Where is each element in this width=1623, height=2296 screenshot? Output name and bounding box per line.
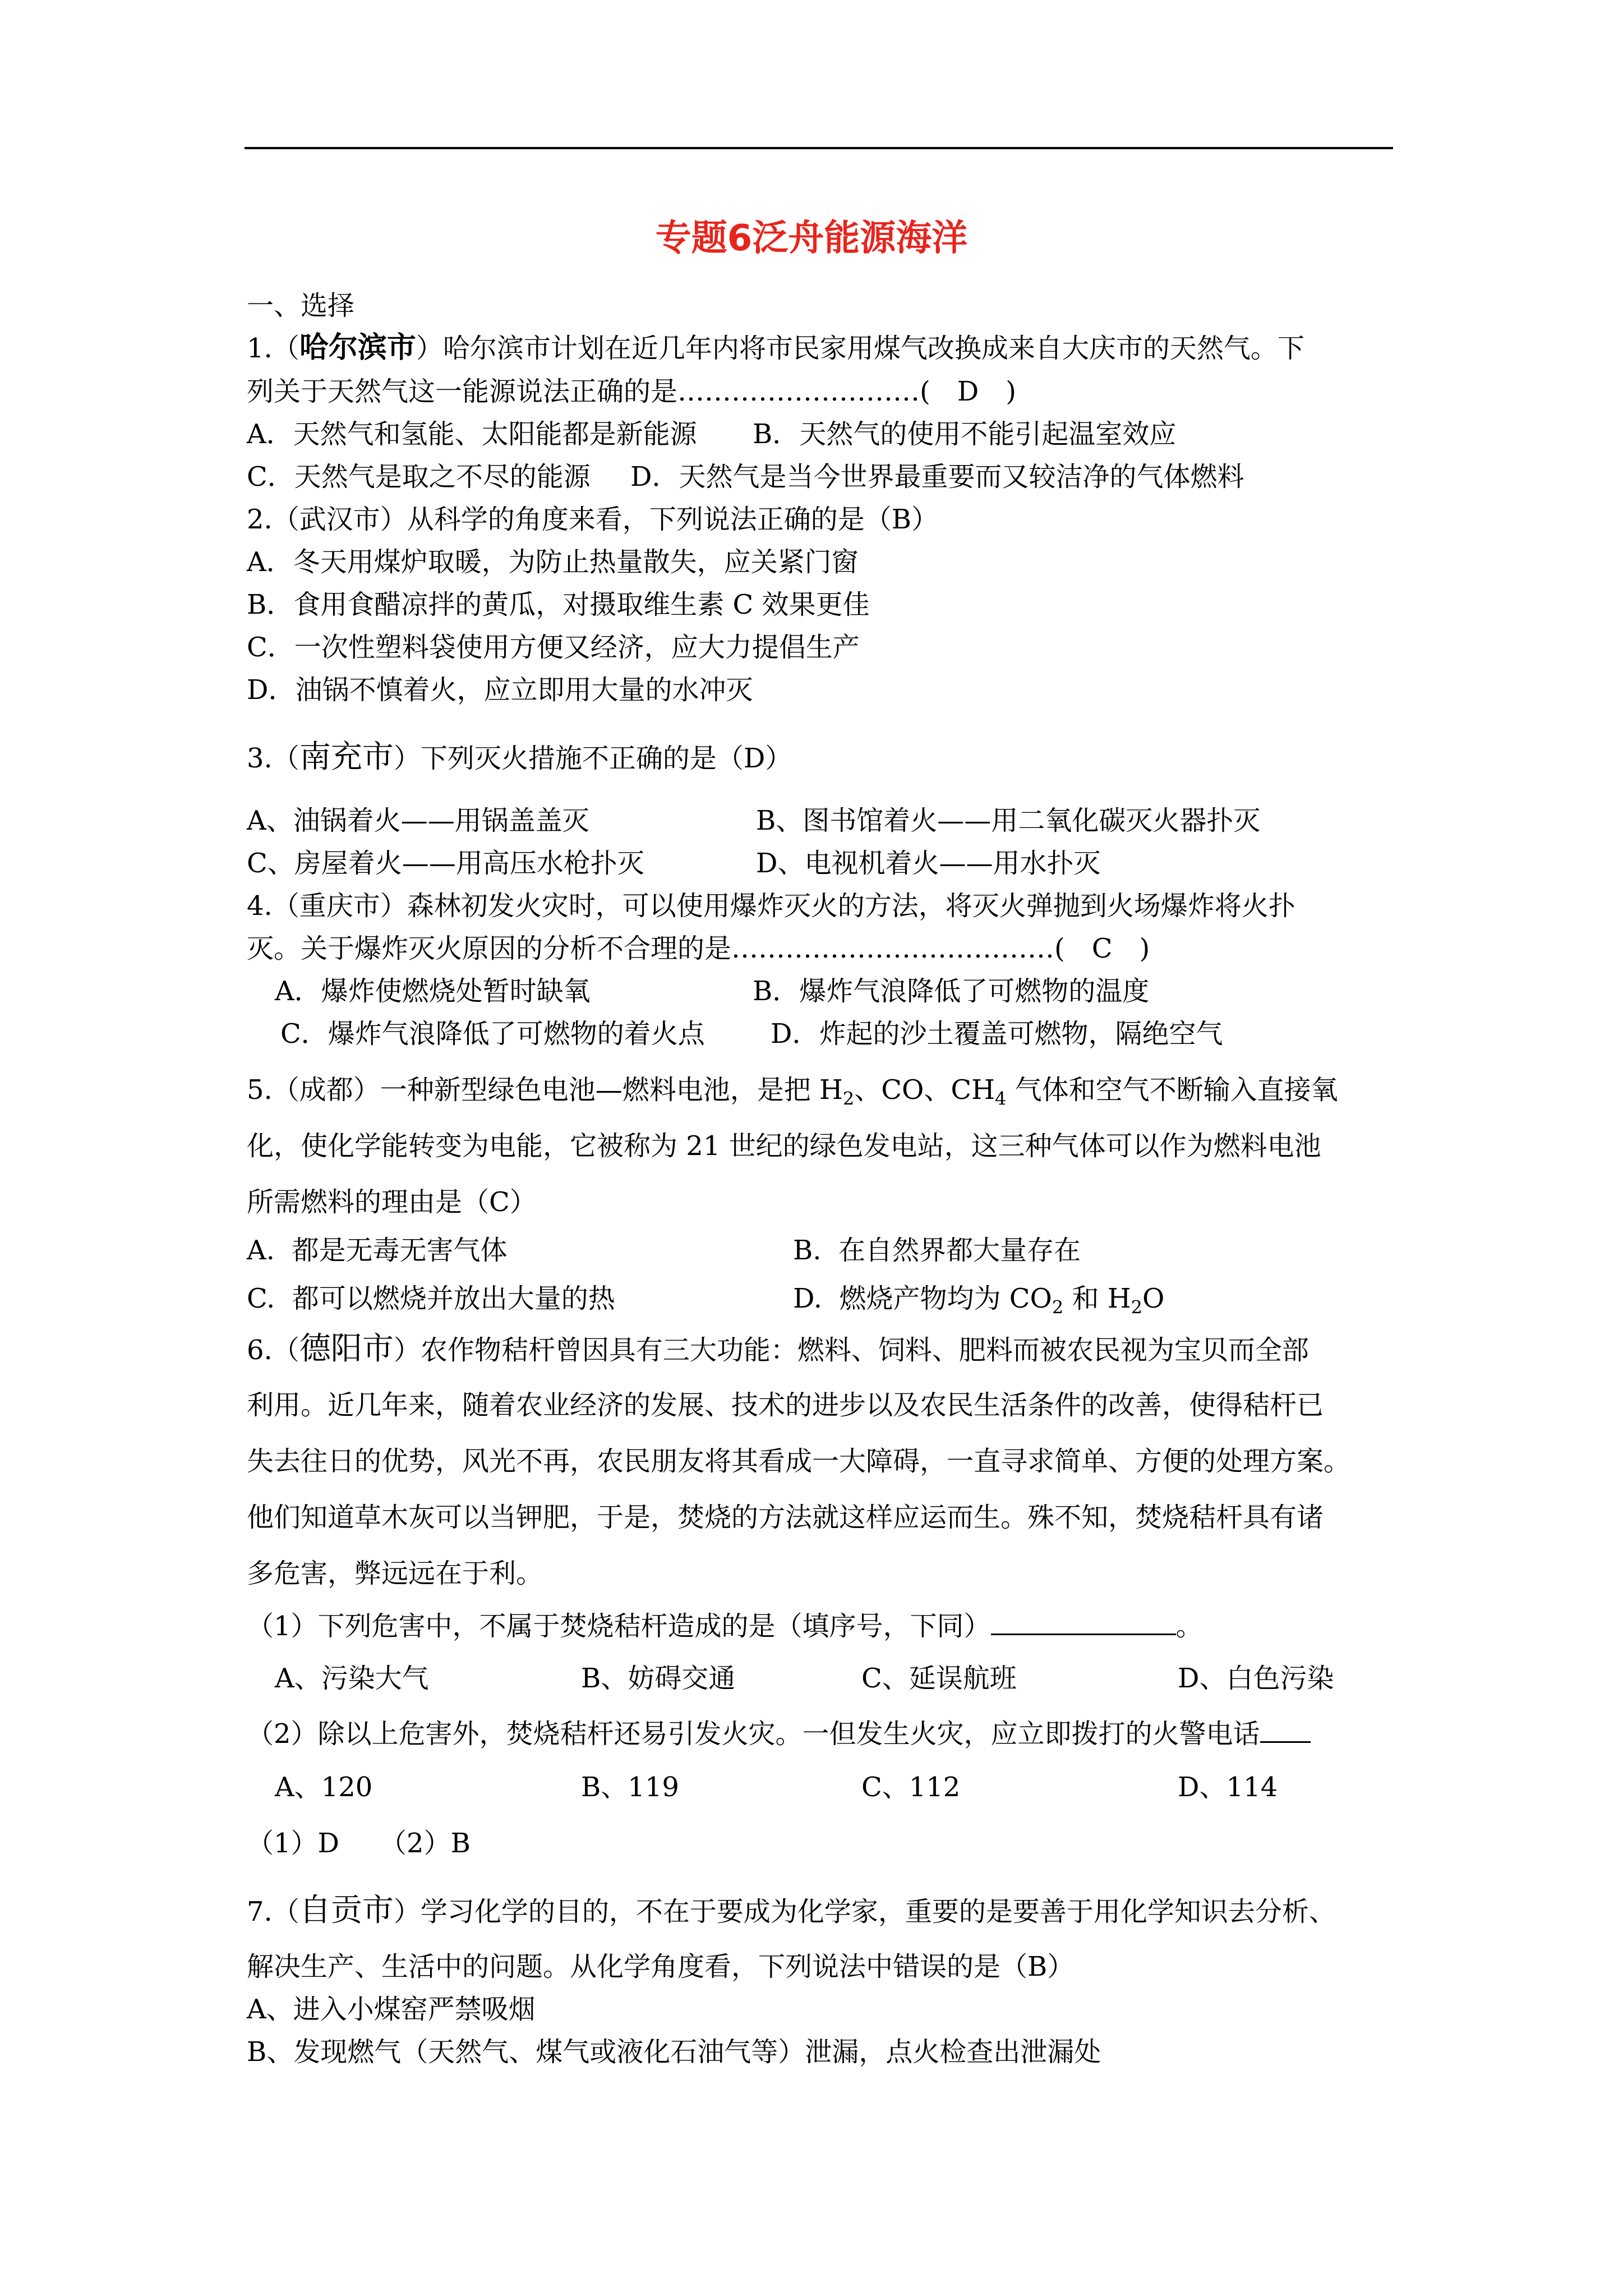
q6-city: 德阳市 xyxy=(299,1331,394,1367)
q6-line4: 他们知道草木灰可以当钾肥，于是，焚烧的方法就这样应运而生。殊不知，焚烧秸杆具有诸 xyxy=(247,1502,1324,1533)
q6-sub2-answer-blank[interactable] xyxy=(1260,1717,1311,1743)
q7-number: 7.（ xyxy=(247,1896,299,1927)
q6-sub1-stem xyxy=(247,1609,1203,1643)
q3-option-a: A、油锅着火——用锅盖盖灭 xyxy=(247,805,589,836)
q3-option-b: B、图书馆着火——用二氧化碳灭火器扑灭 xyxy=(756,805,1261,836)
q7-option-b: B、发现燃气（天然气、煤气或液化石油气等）泄漏，点火检查出泄漏处 xyxy=(247,2036,1101,2068)
q2-option-b: B．食用食醋凉拌的黄瓜，对摄取维生素 C 效果更佳 xyxy=(247,589,870,620)
q4-option-d: D．炸起的沙土覆盖可燃物，隔绝空气 xyxy=(771,1018,1223,1050)
q6-sub1-answer-blank[interactable] xyxy=(991,1609,1176,1635)
q6-sub2-stem xyxy=(247,1717,1311,1751)
q2-stem: 2.（武汉市）从科学的角度来看，下列说法正确的是（B） xyxy=(247,504,939,535)
q5-option-d-part-b: 和 H xyxy=(1063,1283,1131,1314)
q6-sub2-option-b: B、119 xyxy=(581,1772,679,1803)
q5-option-d-part-c: O xyxy=(1142,1283,1165,1314)
q4-line1: 4.（重庆市）森林初发火灾时，可以使用爆炸灭火的方法，将灭火弹抛到火场爆炸将火扑 xyxy=(247,890,1295,922)
q6-line1 xyxy=(247,1332,1309,1367)
q1-option-d: D．天然气是当今世界最重要而又较洁净的气体燃料 xyxy=(630,461,1244,493)
q5-line1-part-c: 气体和空气不断输入直接氧 xyxy=(1006,1074,1338,1106)
q6-sub2-option-a: A、120 xyxy=(275,1772,373,1803)
q6-sub1-option-c: C、延误航班 xyxy=(861,1663,1017,1694)
q1-number: 1.（ xyxy=(247,333,299,364)
q6-sub2-option-d: D、114 xyxy=(1178,1772,1278,1803)
q3-number: 3.（ xyxy=(247,743,299,774)
q1-line1 xyxy=(247,331,1304,365)
q2-option-a: A．冬天用煤炉取暖，为防止热量散失，应关紧门窗 xyxy=(247,546,859,578)
q6-sub1-option-d: D、白色污染 xyxy=(1178,1663,1334,1694)
q1-option-b: B．天然气的使用不能引起温室效应 xyxy=(753,418,1177,450)
q5-line3: 所需燃料的理由是（C） xyxy=(247,1186,537,1218)
q1-option-a: A．天然气和氢能、太阳能都是新能源 xyxy=(247,418,697,450)
q2-option-d: D．油锅不慎着火，应立即用大量的水冲灭 xyxy=(247,674,753,706)
q5-option-a: A. 都是无毒无害气体 xyxy=(247,1235,508,1266)
q7-city: 自贡市 xyxy=(299,1892,394,1929)
q7-line2: 解决生产、生活中的问题。从化学角度看，下列说法中错误的是（B） xyxy=(247,1951,1075,1982)
q6-stem-text: ）农作物秸杆曾因具有三大功能：燃料、饲料、肥料而被农民视为宝贝而全部 xyxy=(393,1335,1309,1366)
q6-line3: 失去往日的优势，风光不再，农民朋友将其看成一大障碍，一直寻求简单、方便的处理方案。 xyxy=(247,1446,1351,1477)
q7-stem-text: ）学习化学的目的，不在于要成为化学家，重要的是要善于用化学知识去分析、 xyxy=(393,1896,1336,1927)
q6-answer: （1）D （2）B xyxy=(247,1828,471,1859)
q6-line2: 利用。近几年来，随着农业经济的发展、技术的进步以及农民生活条件的改善，使得秸杆已 xyxy=(247,1389,1324,1421)
q5-line1-part-a: 5.（成都）一种新型绿色电池—燃料电池，是把 H xyxy=(247,1074,843,1106)
q5-option-d-sub-a: 2 xyxy=(1052,1296,1064,1318)
q3-option-c: C、房屋着火——用高压水枪扑灭 xyxy=(247,848,644,879)
q6-sub2-option-c: C、112 xyxy=(861,1772,961,1803)
q3-option-d: D、电视机着火——用水扑灭 xyxy=(756,848,1101,879)
q1-option-c: C．天然气是取之不尽的能源 xyxy=(247,461,591,493)
header-rule xyxy=(245,147,1393,149)
section-heading: 一、选择 xyxy=(247,290,355,321)
page-title: 专题6泛舟能源海洋 xyxy=(655,218,968,259)
q6-number: 6.（ xyxy=(247,1335,299,1366)
q3-stem-text: ）下列灭火措施不正确的是（D） xyxy=(393,743,792,774)
q6-sub1-stem-text: （1）下列危害中，不属于焚烧秸杆造成的是（填序号，下同） xyxy=(247,1611,991,1642)
q5-line2: 化，使化学能转变为电能，它被称为 21 世纪的绿色发电站，这三种气体可以作为燃料电池 xyxy=(247,1130,1321,1162)
q5-sub-2: 2 xyxy=(842,1088,855,1110)
q7-line1 xyxy=(247,1894,1336,1929)
q6-sub1-option-b: B、妨碍交通 xyxy=(581,1663,736,1694)
q1-city: 哈尔滨市 xyxy=(299,331,416,365)
q5-option-b: B. 在自然界都大量存在 xyxy=(793,1235,1081,1266)
q4-line2: 灭。关于爆炸灭火原因的分析不合理的是………………………………( C ) xyxy=(247,933,1150,964)
q5-option-d-sub-b: 2 xyxy=(1131,1296,1142,1318)
q5-line1 xyxy=(247,1073,1338,1110)
q4-option-a: A．爆炸使燃烧处暂时缺氧 xyxy=(275,976,591,1007)
q7-option-a: A、进入小煤窑严禁吸烟 xyxy=(247,1994,536,2025)
q1-line2: 列关于天然气这一能源说法正确的是………………………( D ) xyxy=(247,376,1016,407)
q4-option-b: B．爆炸气浪降低了可燃物的温度 xyxy=(753,976,1150,1007)
q5-sub-4: 4 xyxy=(994,1088,1007,1110)
q5-line1-part-b: 、CO、CH xyxy=(854,1074,995,1106)
q5-option-d xyxy=(793,1282,1165,1318)
q3-stem xyxy=(247,740,792,775)
q5-option-d-part-a: D. 燃烧产物均为 CO xyxy=(793,1283,1052,1314)
q2-option-c: C．一次性塑料袋使用方便又经济，应大力提倡生产 xyxy=(247,632,860,663)
q6-sub1-option-a: A、污染大气 xyxy=(275,1663,429,1694)
q3-city: 南充市 xyxy=(299,739,394,775)
q5-option-c: C. 都可以燃烧并放出大量的热 xyxy=(247,1283,615,1314)
q1-stem-text: ）哈尔滨市计划在近几年内将市民家用煤气改换成来自大庆市的天然气。下 xyxy=(416,333,1304,364)
q6-sub2-stem-text: （2）除以上危害外，焚烧秸杆还易引发火灾。一但发生火灾，应立即拨打的火警电话 xyxy=(247,1718,1260,1750)
q4-option-c: C．爆炸气浪降低了可燃物的着火点 xyxy=(280,1018,705,1050)
q6-line5: 多危害，弊远远在于利。 xyxy=(247,1558,543,1589)
q6-sub1-stem-end: 。 xyxy=(1175,1611,1203,1642)
